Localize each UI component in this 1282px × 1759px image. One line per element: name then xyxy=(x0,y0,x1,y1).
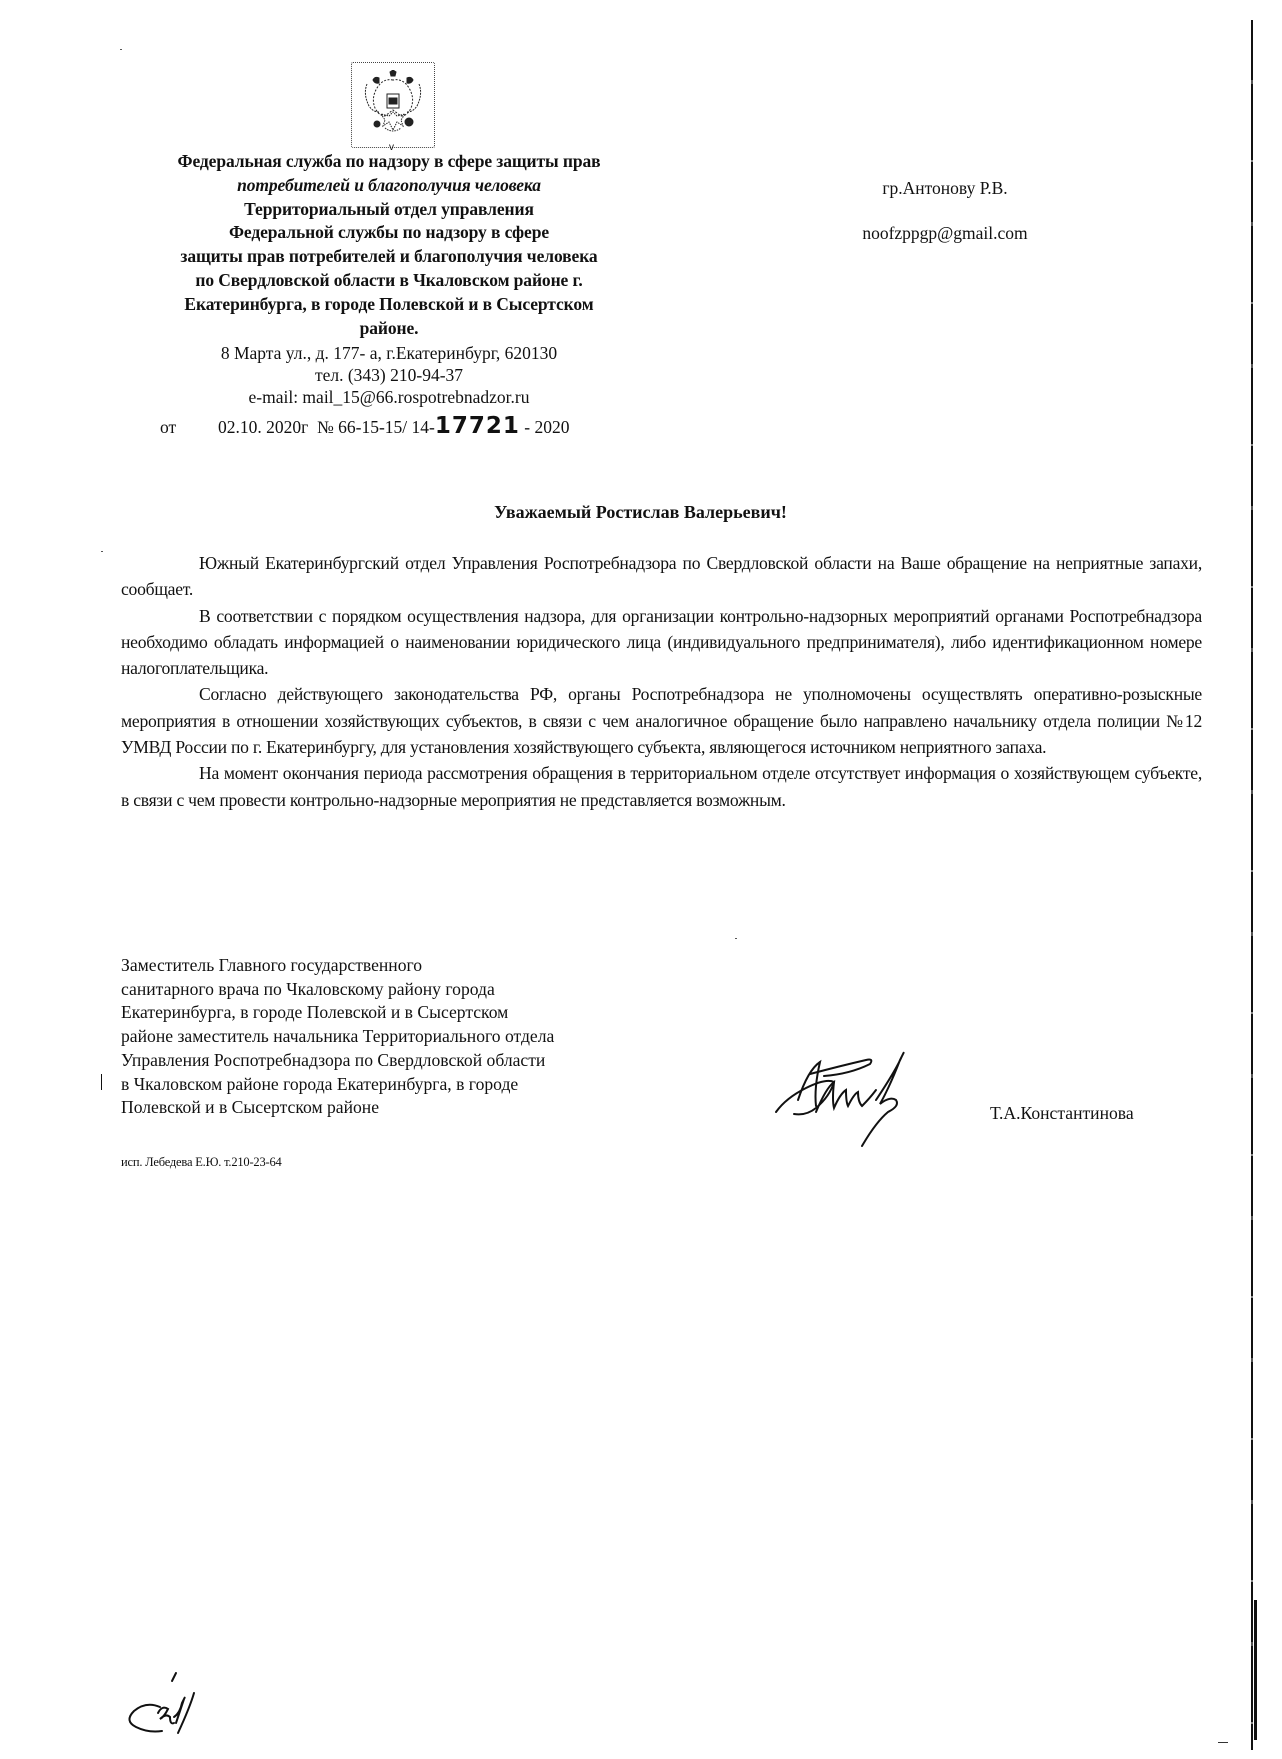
org-line: районе. xyxy=(359,317,419,338)
letter-body xyxy=(121,550,1202,813)
recipient-email: noofzppgp@gmail.com xyxy=(862,223,1028,243)
org-line: Территориальный отдел управления xyxy=(244,198,534,219)
ref-number-handwritten: 17721 xyxy=(434,413,520,439)
scan-artifact xyxy=(1218,1742,1228,1743)
document-reference xyxy=(160,413,569,439)
sender-contacts xyxy=(124,342,654,408)
sender-header xyxy=(124,150,654,408)
signatory-title-line: Екатеринбурга, в городе Полевской и в Сысертском xyxy=(121,1002,509,1023)
signatory-title-line: районе заместитель начальника Территориального отдела xyxy=(121,1026,555,1047)
scan-edge-line-lower xyxy=(1254,1600,1257,1740)
scan-speck xyxy=(120,49,122,50)
org-line: по Свердловской области в Чкаловском районе г. xyxy=(195,269,583,290)
ref-prefix: от xyxy=(160,417,177,437)
greeting: Уважаемый Ростислав Валерьевич! xyxy=(494,502,787,522)
org-line: Екатеринбурга, в городе Полевской и в Сысертском xyxy=(184,293,594,314)
body-paragraph: Согласно действующего законодательства РФ, органы Роспотребнадзора не уполномочены осуществлять оперативно-розыскные мероприятия в отношении хозяйствующих субъектов, в связи с чем аналогичное обращение было направлено начальнику отдела полиции №12 УМВД России по г. Екатеринбургу, для установления хозяйствующего субъекта, являющегося источником неприятного запаха. xyxy=(121,684,1202,758)
scan-edge-line xyxy=(1251,20,1253,1750)
margin-mark xyxy=(101,1074,102,1090)
body-paragraph: На момент окончания периода рассмотрения обращения в территориальном отделе отсутствует информация о хозяйствующем субъекте, в связи с чем провести контрольно-надзорные мероприятия не представляется возможным. xyxy=(121,763,1202,810)
sender-address: 8 Марта ул., д. 177- а, г.Екатеринбург, 620130 xyxy=(220,343,558,364)
ref-number-suffix: - 2020 xyxy=(519,417,570,437)
handwritten-signature-icon xyxy=(770,1040,950,1155)
organization-name xyxy=(124,150,654,340)
scan-speck xyxy=(101,551,103,552)
sender-email: e-mail: mail_15@66.rospotrebnadzor.ru xyxy=(248,387,530,408)
org-line: Федеральной службы по надзору в сфере xyxy=(229,222,549,243)
executor-info: исп. Лебедева Е.Ю. т.210-23-64 xyxy=(121,1155,282,1169)
signatory-title-line: Заместитель Главного государственного xyxy=(121,955,423,975)
body-paragraph: В соответствии с порядком осуществления надзора, для организации контрольно-надзорных мероприятий органами Роспотребнадзора необходимо обладать информацией о наименовании юридического лица (индивидуального предпринимателя), либо идентификационном номере налогоплательщика. xyxy=(121,605,1202,679)
signatory-title-line: в Чкаловском районе города Екатеринбурга, в городе xyxy=(121,1073,519,1094)
org-line: потребителей и благополучия человека xyxy=(237,174,541,195)
signer-name: Т.А.Константинова xyxy=(990,1103,1134,1123)
recipient-block xyxy=(795,178,1095,244)
scan-speck xyxy=(735,938,737,939)
org-line: защиты прав потребителей и благополучия человека xyxy=(180,246,598,267)
ref-number-prefix: № 66-15-15/ 14- xyxy=(317,417,435,437)
signatory-title-line: Полевской и в Сысертском районе xyxy=(121,1097,380,1118)
double-headed-eagle-icon xyxy=(361,70,425,136)
ref-date: 02.10. 2020г xyxy=(218,417,309,437)
signatory-title-line: санитарного врача по Чкаловскому району города xyxy=(121,978,495,999)
russian-coat-of-arms-icon xyxy=(351,62,435,153)
org-line: Федеральная служба по надзору в сфере защиты прав xyxy=(177,151,601,171)
signatory-title-line: Управления Роспотребнадзора по Свердловской области xyxy=(121,1049,546,1070)
body-paragraph: Южный Екатеринбургский отдел Управления Роспотребнадзора по Свердловской области на Ваше обращение на неприятные запахи, сообщает. xyxy=(121,553,1202,600)
sender-phone: тел. (343) 210-94-37 xyxy=(314,365,464,386)
emblem-mark: v xyxy=(389,142,394,153)
handwritten-initials-icon xyxy=(118,1665,208,1750)
recipient-name: гр.Антонову Р.В. xyxy=(882,178,1008,198)
signatory-title xyxy=(121,954,741,1120)
